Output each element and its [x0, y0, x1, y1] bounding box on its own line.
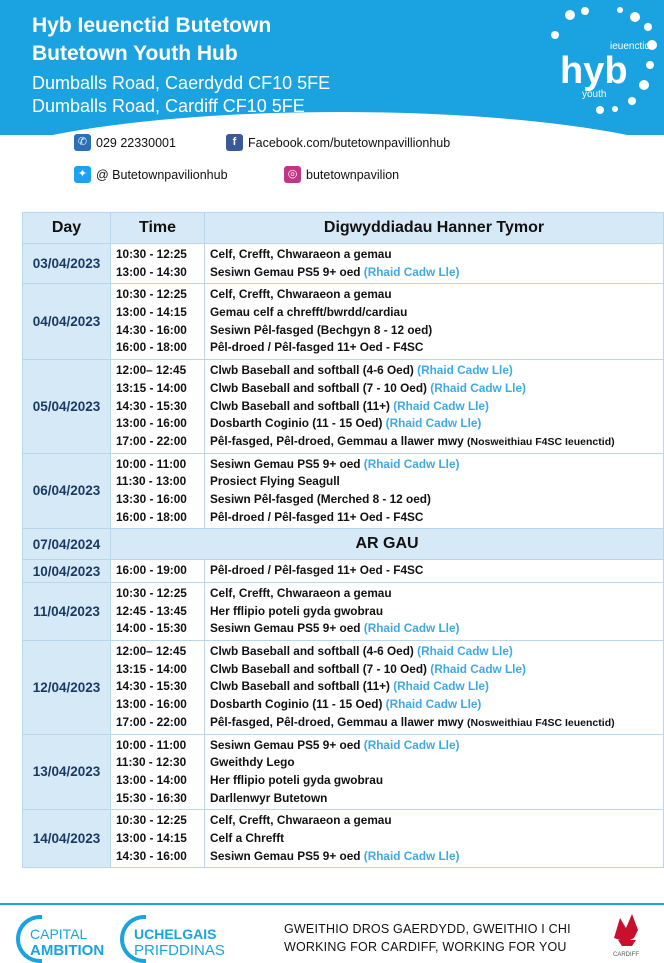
- row-activities: [205, 810, 664, 868]
- activity-name: Pêl-droed / Pêl-fasged 11+ Oed - F4SC: [210, 563, 424, 578]
- activity-line: [210, 754, 658, 772]
- booking-note: (Rhaid Cadw Lle): [363, 456, 460, 471]
- activity-line: [210, 491, 658, 509]
- activity-line: [210, 509, 658, 527]
- facebook-icon: f: [226, 134, 243, 151]
- table-row: [23, 641, 664, 734]
- time-slot: 13:15 - 14:00: [116, 661, 187, 676]
- row-activities: [205, 284, 664, 360]
- row-times: [111, 453, 205, 529]
- closed-label: AR GAU: [111, 529, 664, 560]
- activity-name: Pêl-fasged, Pêl-droed, Gemmau a llawer mwy: [210, 714, 467, 729]
- instagram-icon: ◎: [284, 166, 301, 183]
- row-activities: [205, 641, 664, 734]
- activity-name: Clwb Baseball and softball (11+): [210, 398, 394, 413]
- activity-name: Celf, Crefft, Chwaraeon a gemau: [210, 287, 392, 302]
- table-row: [23, 560, 664, 583]
- booking-note: (Rhaid Cadw Lle): [385, 697, 482, 712]
- capital-text: CAPITAL: [30, 926, 88, 942]
- activity-name: Her fflipio poteli gyda gwobrau: [210, 772, 384, 787]
- time-slot: 10:30 - 12:25: [116, 586, 187, 600]
- footer-divider: [0, 903, 664, 905]
- cardiff-text: CARDIFF: [613, 952, 639, 958]
- activity-name: Sesiwn Gemau PS5 9+ oed: [210, 264, 364, 279]
- activity-name: Gweithdy Lego: [210, 755, 295, 770]
- activity-name: Prosiect Flying Seagull: [210, 474, 340, 489]
- activity-line: [210, 790, 658, 808]
- activity-name: Celf a Chrefft: [210, 830, 285, 845]
- table-row: [23, 453, 664, 529]
- time-slot: 13:00 - 14:15: [116, 830, 187, 845]
- row-times: [111, 641, 205, 734]
- row-activities: [205, 583, 664, 641]
- booking-note: (Rhaid Cadw Lle): [363, 848, 460, 863]
- row-date: 10/04/2023: [23, 560, 111, 583]
- row-times: [111, 734, 205, 810]
- activity-name: Celf, Crefft, Chwaraeon a gemau: [210, 247, 392, 261]
- facebook-contact[interactable]: [226, 134, 450, 151]
- table-row: [23, 583, 664, 641]
- activity-line: [210, 661, 658, 679]
- time-slot: 15:30 - 16:30: [116, 790, 187, 805]
- time-slot: 10:30 - 12:25: [116, 247, 187, 261]
- row-date: 06/04/2023: [23, 453, 111, 529]
- activity-name: Pêl-droed / Pêl-fasged 11+ Oed - F4SC: [210, 509, 424, 524]
- schedule-table: [22, 212, 664, 868]
- table-header-row: [23, 213, 664, 244]
- booking-note: (Rhaid Cadw Lle): [430, 661, 526, 676]
- time-slot: 10:00 - 11:00: [116, 456, 187, 471]
- time-slot: 17:00 - 22:00: [116, 433, 187, 448]
- table-row: [23, 244, 664, 284]
- time-slot: 14:00 - 15:30: [116, 621, 187, 636]
- activity-line: [210, 562, 658, 580]
- activity-line: [210, 456, 658, 474]
- activity-line: [210, 585, 658, 603]
- closed-date: 07/04/2024: [23, 529, 111, 560]
- uchelgais-text: UCHELGAIS: [134, 926, 217, 942]
- activity-line: [210, 264, 658, 282]
- booking-note: (Rhaid Cadw Lle): [417, 363, 513, 378]
- footer-slogan-english: WORKING FOR CARDIFF, WORKING FOR YOU: [284, 940, 567, 954]
- activity-line: [210, 322, 658, 340]
- activity-name: Clwb Baseball and softball (11+): [210, 679, 394, 694]
- booking-note: (Rhaid Cadw Lle): [385, 416, 482, 431]
- instagram-contact[interactable]: [284, 166, 399, 183]
- row-activities: [205, 244, 664, 284]
- row-date: 14/04/2023: [23, 810, 111, 868]
- activity-line: [210, 848, 658, 866]
- hyb-logo: [540, 5, 660, 115]
- activity-name: Sesiwn Gemau PS5 9+ oed: [210, 737, 364, 752]
- activity-name: Sesiwn Pêl-fasged (Bechgyn 8 - 12 oed): [210, 322, 433, 337]
- row-times: [111, 360, 205, 453]
- time-slot: 14:30 - 16:00: [116, 322, 187, 337]
- activity-line: [210, 286, 658, 304]
- twitter-icon: ✦: [74, 166, 91, 183]
- activity-line: [210, 772, 658, 790]
- title-welsh: Hyb Ieuenctid Butetown: [32, 14, 272, 37]
- activity-name: Clwb Baseball and softball (7 - 10 Oed): [210, 661, 431, 676]
- activity-name: Celf, Crefft, Chwaraeon a gemau: [210, 586, 392, 600]
- row-activities: [205, 453, 664, 529]
- row-times: [111, 810, 205, 868]
- booking-note: (Rhaid Cadw Lle): [363, 264, 460, 279]
- activity-name: Sesiwn Gemau PS5 9+ oed: [210, 848, 364, 863]
- time-slot: 12:00– 12:45: [116, 363, 187, 378]
- time-slot: 13:00 - 16:00: [116, 697, 187, 712]
- time-slot: 16:00 - 18:00: [116, 340, 187, 355]
- youth-night-note: (Nosweithiau F4SC Ieuenctid): [467, 716, 615, 729]
- time-slot: 10:00 - 11:00: [116, 737, 187, 752]
- activity-name: Sesiwn Gemau PS5 9+ oed: [210, 621, 364, 636]
- activity-line: [210, 433, 658, 451]
- activity-line: [210, 714, 658, 732]
- activity-name: Sesiwn Gemau PS5 9+ oed: [210, 456, 364, 471]
- activity-name: Gemau celf a chrefft/bwrdd/cardiau: [210, 305, 408, 320]
- time-slot: 13:00 - 14:30: [116, 264, 187, 279]
- time-slot: 13:15 - 14:00: [116, 380, 187, 395]
- activity-name: Darllenwyr Butetown: [210, 790, 328, 805]
- address-welsh: Dumballs Road, Caerdydd CF10 5FE: [32, 73, 331, 93]
- activity-line: [210, 643, 658, 661]
- time-slot: 14:30 - 15:30: [116, 398, 187, 413]
- activity-name: Pêl-fasged, Pêl-droed, Gemmau a llawer mwy: [210, 433, 467, 448]
- activity-name: Pêl-droed / Pêl-fasged 11+ Oed - F4SC: [210, 340, 424, 355]
- activity-name: Her fflipio poteli gyda gwobrau: [210, 603, 384, 618]
- activity-line: [210, 473, 658, 491]
- activity-line: [210, 398, 658, 416]
- time-slot: 14:30 - 15:30: [116, 679, 187, 694]
- instagram-handle[interactable]: butetownpavilion: [306, 167, 400, 182]
- time-slot: 14:30 - 16:00: [116, 848, 187, 863]
- row-times: [111, 284, 205, 360]
- activity-line: [210, 812, 658, 830]
- activity-name: Dosbarth Coginio (11 - 15 Oed): [210, 697, 386, 712]
- activity-line: [210, 362, 658, 380]
- activity-line: [210, 304, 658, 322]
- header-banner: [0, 0, 664, 135]
- booking-note: (Rhaid Cadw Lle): [363, 621, 460, 636]
- booking-note: (Rhaid Cadw Lle): [393, 398, 489, 413]
- row-activities: [205, 360, 664, 453]
- table-row: [23, 360, 664, 453]
- row-date: 03/04/2023: [23, 244, 111, 284]
- ambition-text: AMBITION: [30, 942, 105, 959]
- row-date: 13/04/2023: [23, 734, 111, 810]
- booking-note: (Rhaid Cadw Lle): [430, 380, 526, 395]
- activity-name: Clwb Baseball and softball (7 - 10 Oed): [210, 380, 431, 395]
- time-slot: 13:00 - 14:00: [116, 772, 187, 787]
- activity-name: Clwb Baseball and softball (4-6 Oed): [210, 363, 418, 378]
- twitter-handle[interactable]: @ Butetownpavilionhub: [96, 167, 228, 182]
- header-time: Time: [111, 213, 205, 244]
- row-date: 04/04/2023: [23, 284, 111, 360]
- row-times: [111, 560, 205, 583]
- phone-number: 029 22330001: [96, 135, 176, 150]
- row-times: [111, 583, 205, 641]
- activity-line: [210, 678, 658, 696]
- time-slot: 12:00– 12:45: [116, 644, 187, 659]
- youth-night-note: (Nosweithiau F4SC Ieuenctid): [467, 435, 615, 448]
- schedule-body: [23, 244, 664, 868]
- table-row: [23, 810, 664, 868]
- activity-line: [210, 737, 658, 755]
- activity-name: Clwb Baseball and softball (4-6 Oed): [210, 644, 418, 659]
- time-slot: 11:30 - 13:00: [116, 474, 187, 489]
- time-slot: 11:30 - 12:30: [116, 755, 187, 770]
- row-activities: [205, 560, 664, 583]
- time-slot: 13:30 - 16:00: [116, 491, 187, 506]
- row-activities: [205, 734, 664, 810]
- activity-line: [210, 603, 658, 621]
- row-date: 05/04/2023: [23, 360, 111, 453]
- time-slot: 12:45 - 13:45: [116, 603, 187, 618]
- facebook-link[interactable]: Facebook.com/butetownpavillionhub: [248, 135, 451, 150]
- activity-name: Sesiwn Pêl-fasged (Merched 8 - 12 oed): [210, 491, 431, 506]
- time-slot: 16:00 - 18:00: [116, 509, 187, 524]
- time-slot: 13:00 - 16:00: [116, 416, 187, 431]
- row-date: 11/04/2023: [23, 583, 111, 641]
- logo-top: ieuenctid: [610, 41, 651, 52]
- time-slot: 16:00 - 19:00: [116, 563, 187, 578]
- booking-note: (Rhaid Cadw Lle): [393, 679, 489, 694]
- activity-line: [210, 830, 658, 848]
- phone-icon: ✆: [74, 134, 91, 151]
- activity-line: [210, 620, 658, 638]
- title-english: Butetown Youth Hub: [32, 42, 238, 65]
- logo-bottom: youth: [582, 89, 607, 100]
- table-row: [23, 734, 664, 810]
- closed-row: [23, 529, 664, 560]
- twitter-contact[interactable]: [74, 166, 228, 183]
- table-row: [23, 284, 664, 360]
- row-times: [111, 244, 205, 284]
- booking-note: (Rhaid Cadw Lle): [363, 737, 460, 752]
- prifddinas-text: PRIFDDINAS: [134, 942, 225, 959]
- time-slot: 10:30 - 12:25: [116, 287, 187, 302]
- booking-note: (Rhaid Cadw Lle): [417, 644, 513, 659]
- phone-contact: [74, 134, 176, 151]
- row-date: 12/04/2023: [23, 641, 111, 734]
- activity-name: Celf, Crefft, Chwaraeon a gemau: [210, 813, 392, 828]
- footer-slogan-welsh: GWEITHIO DROS GAERDYDD, GWEITHIO I CHI: [284, 922, 571, 936]
- time-slot: 13:00 - 14:15: [116, 305, 187, 320]
- time-slot: 10:30 - 12:25: [116, 813, 187, 828]
- address-english: Dumballs Road, Cardiff CF10 5FE: [32, 96, 305, 116]
- activity-line: [210, 415, 658, 433]
- logo-word: hyb: [560, 50, 628, 92]
- activity-line: [210, 380, 658, 398]
- header-day: Day: [23, 213, 111, 244]
- activity-line: [210, 246, 658, 264]
- header-events: Digwyddiadau Hanner Tymor: [205, 213, 664, 244]
- activity-line: [210, 696, 658, 714]
- time-slot: 17:00 - 22:00: [116, 714, 187, 729]
- activity-name: Dosbarth Coginio (11 - 15 Oed): [210, 416, 386, 431]
- activity-line: [210, 339, 658, 357]
- cardiff-dragon-logo: [606, 908, 646, 960]
